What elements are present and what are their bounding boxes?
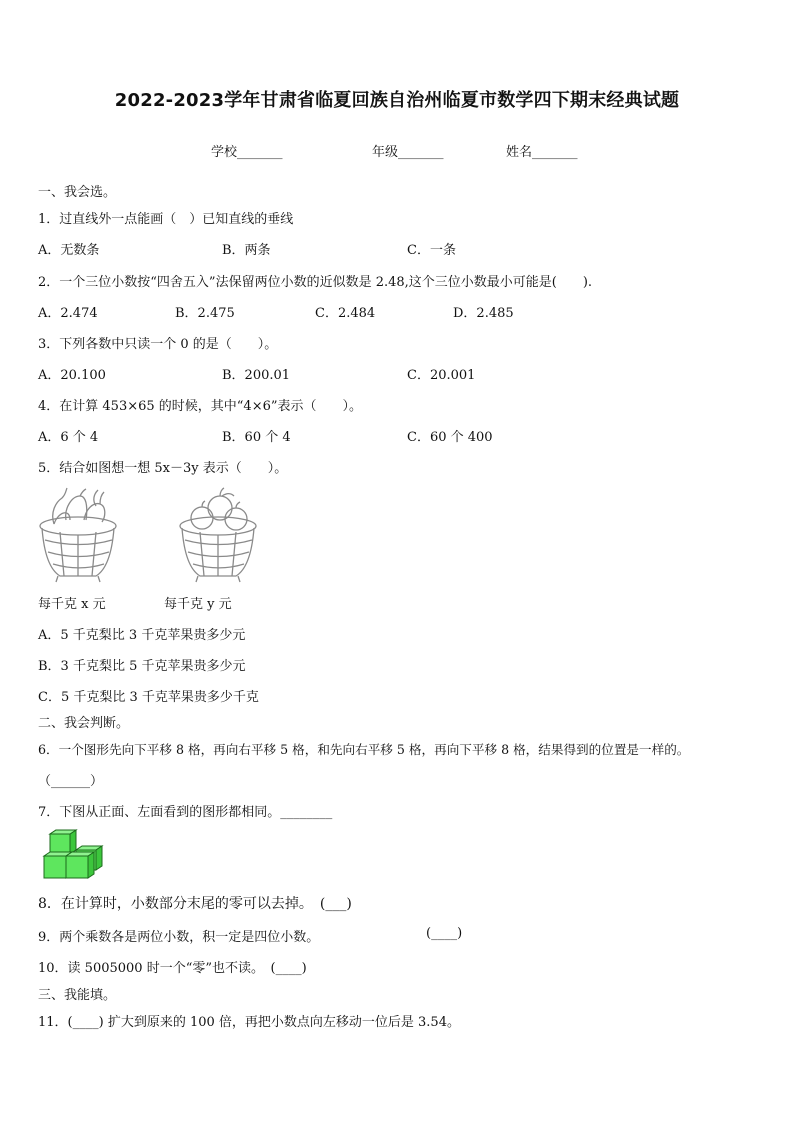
q3-option-c: C．20.001 (407, 368, 476, 383)
question-9: 9．两个乘数各是两位小数，积一定是四位小数。 (38, 930, 320, 945)
q1-option-b: B．两条 (222, 243, 271, 258)
q2-option-d: D．2.485 (453, 306, 514, 321)
q1-option-a: A．无数条 (38, 243, 100, 258)
pear-basket-image (36, 484, 120, 584)
q1-option-c: C．一条 (407, 243, 456, 258)
school-field[interactable]: 学校_______ (211, 145, 283, 160)
q2-option-b: B．2.475 (175, 306, 235, 321)
question-3: 3．下列各数中只读一个 0 的是（ ）。 (38, 337, 278, 352)
q4-option-c: C．60 个 400 (407, 430, 493, 445)
section-heading-3: 三、我能填。 (38, 988, 117, 1003)
question-11: 11．(____) 扩大到原来的 100 倍，再把小数点向左移动一位后是 3.54。 (38, 1015, 460, 1030)
q5-option-b: B．3 千克梨比 5 千克苹果贵多少元 (38, 659, 246, 674)
q6-answer-blank[interactable]: （______） (38, 774, 104, 789)
q4-option-b: B．60 个 4 (222, 430, 291, 445)
q5-option-c: C．5 千克梨比 3 千克苹果贵多少千克 (38, 690, 259, 705)
pear-price-caption: 每千克 x 元 (38, 597, 106, 612)
question-6: 6．一个图形先向下平移 8 格，再向右平移 5 格，和先向右平移 5 格，再向下平移 8 格，结果得到的位置是一样的。 (38, 742, 690, 757)
page-title: 2022-2023学年甘肃省临夏回族自治州临夏市数学四下期末经典试题 (114, 90, 680, 111)
question-5: 5．结合如图想一想 5x－3y 表示（ ）。 (38, 461, 288, 476)
q2-option-a: A．2.474 (38, 306, 98, 321)
q3-option-a: A．20.100 (38, 368, 106, 383)
q9-answer-blank[interactable]: (____) (426, 926, 463, 941)
question-10: 10．读 5005000 时一个“零”也不读。 (____) (38, 961, 307, 976)
section-heading-2: 二、我会判断。 (38, 716, 130, 731)
grade-field[interactable]: 年级_______ (372, 145, 444, 160)
q4-option-a: A．6 个 4 (38, 430, 99, 445)
q3-option-b: B．200.01 (222, 368, 291, 383)
question-1: 1．过直线外一点能画（ ）已知直线的垂线 (38, 212, 294, 227)
section-heading-1: 一、我会选。 (38, 185, 117, 200)
cube-stack-figure (40, 828, 104, 882)
question-4: 4．在计算 453×65 的时候，其中“4×6”表示（ ）。 (38, 399, 363, 414)
name-field[interactable]: 姓名_______ (506, 145, 578, 160)
question-7: 7．下图从正面、左面看到的图形都相同。________ (38, 805, 333, 820)
q2-option-c: C．2.484 (315, 306, 376, 321)
apple-price-caption: 每千克 y 元 (164, 597, 232, 612)
question-2: 2．一个三位小数按“四舍五入”法保留两位小数的近似数是 2.48,这个三位小数最小可能是( ). (38, 275, 593, 290)
apple-basket-image (176, 486, 260, 584)
q5-option-a: A．5 千克梨比 3 千克苹果贵多少元 (38, 628, 246, 643)
question-8: 8．在计算时，小数部分末尾的零可以去掉。 (___) (38, 896, 352, 912)
